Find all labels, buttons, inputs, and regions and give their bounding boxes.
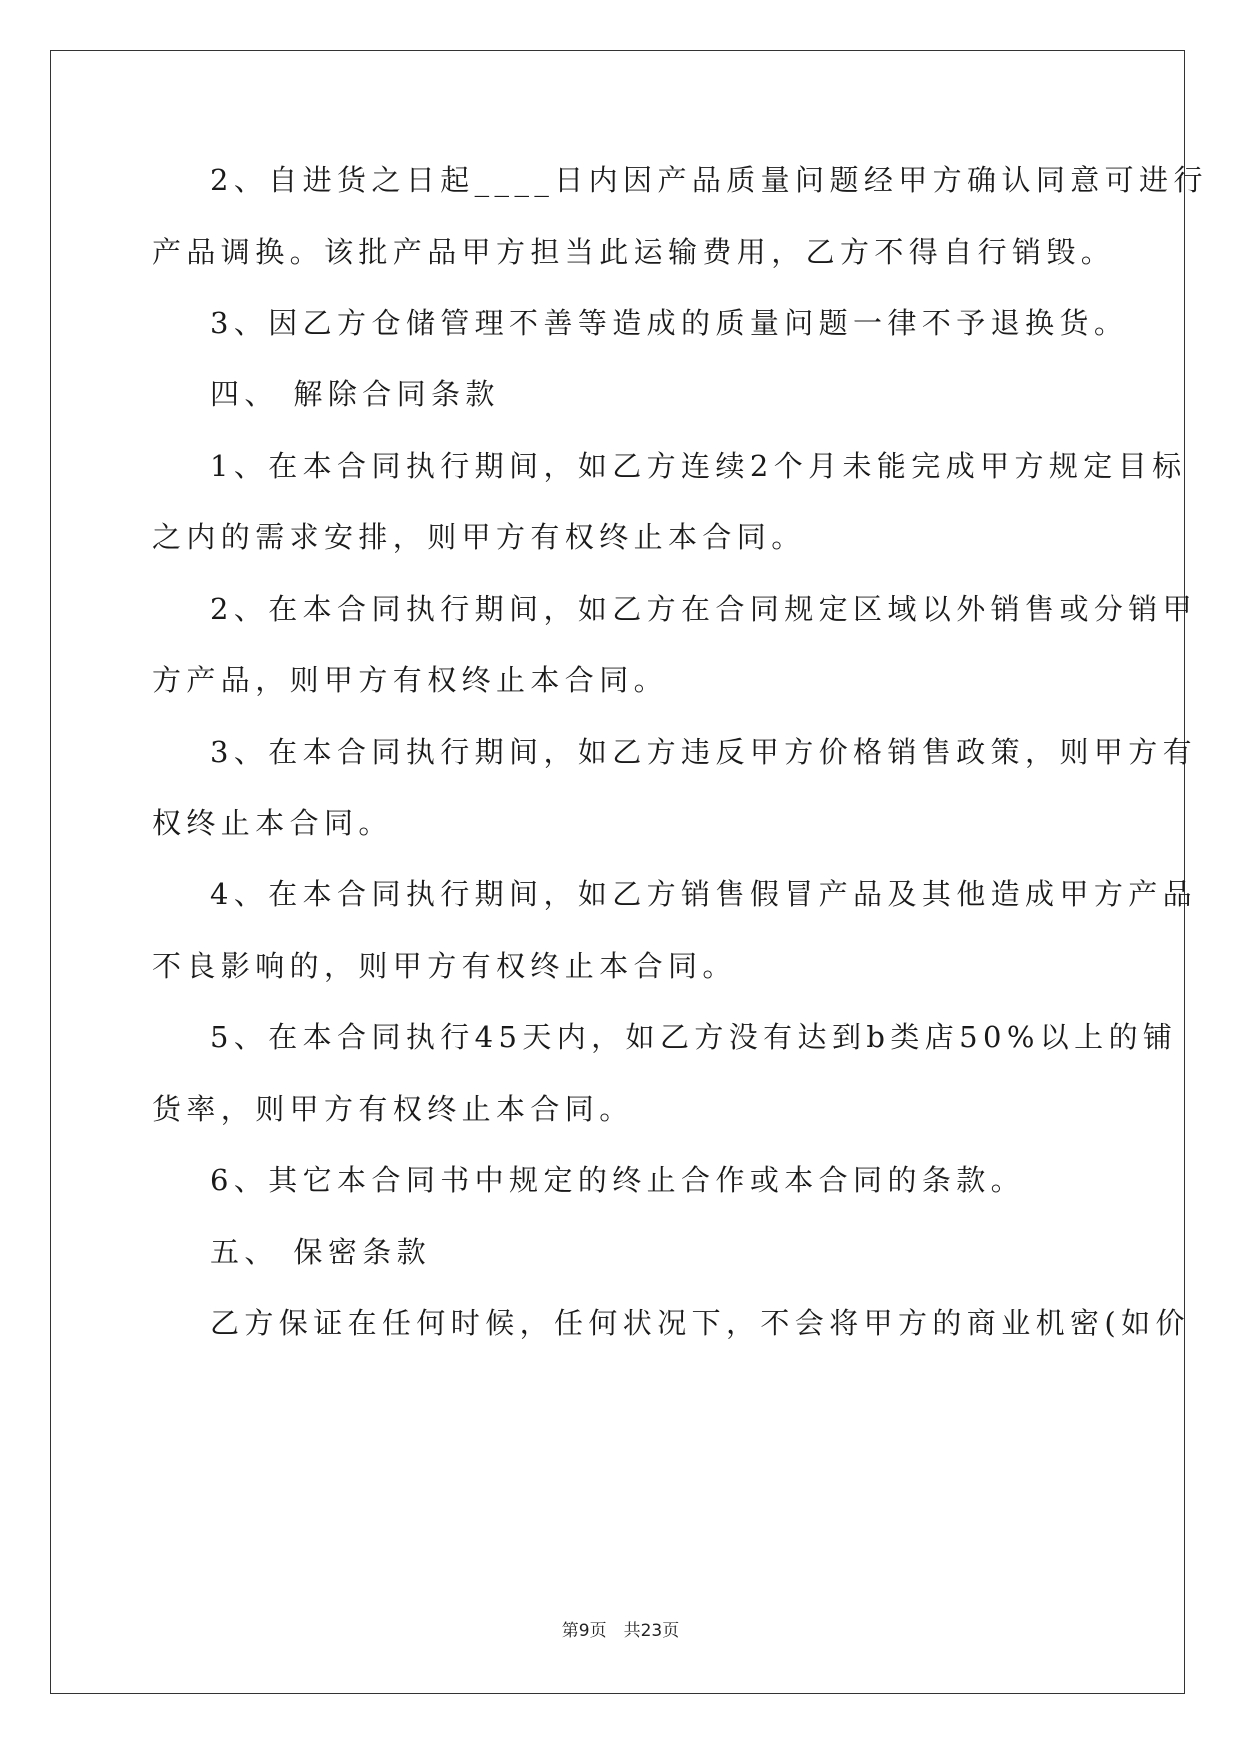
paragraph-line: 产品调换。该批产品甲方担当此运输费用，乙方不得自行销毁。	[152, 235, 1116, 269]
page-number: 第9页 共23页	[561, 1621, 680, 1641]
section-heading: 五、 保密条款	[210, 1235, 432, 1269]
paragraph-line: 货率，则甲方有权终止本合同。	[152, 1092, 634, 1126]
paragraph-line: 5、在本合同执行45天内，如乙方没有达到b类店50%以上的铺	[210, 1020, 1178, 1054]
paragraph-line: 2、自进货之日起____日内因产品质量问题经甲方确认同意可进行	[210, 163, 1208, 197]
paragraph-line: 之内的需求安排，则甲方有权终止本合同。	[152, 520, 806, 554]
page-frame	[50, 50, 1185, 1694]
paragraph-line: 3、因乙方仓储管理不善等造成的质量问题一律不予退换货。	[210, 306, 1129, 340]
paragraph-line: 1、在本合同执行期间，如乙方连续2个月未能完成甲方规定目标	[210, 449, 1187, 483]
paragraph-line: 3、在本合同执行期间，如乙方违反甲方价格销售政策，则甲方有	[210, 735, 1198, 769]
paragraph-line: 乙方保证在任何时候，任何状况下，不会将甲方的商业机密(如价	[210, 1306, 1190, 1340]
paragraph-line: 方产品，则甲方有权终止本合同。	[152, 663, 669, 697]
paragraph-line: 6、其它本合同书中规定的终止合作或本合同的条款。	[210, 1163, 1026, 1197]
paragraph-line: 权终止本合同。	[152, 806, 393, 840]
paragraph-line: 不良影响的，则甲方有权终止本合同。	[152, 949, 737, 983]
paragraph-line: 4、在本合同执行期间，如乙方销售假冒产品及其他造成甲方产品	[210, 877, 1198, 911]
paragraph-line: 2、在本合同执行期间，如乙方在合同规定区域以外销售或分销甲	[210, 592, 1198, 626]
section-heading: 四、 解除合同条款	[210, 377, 500, 411]
